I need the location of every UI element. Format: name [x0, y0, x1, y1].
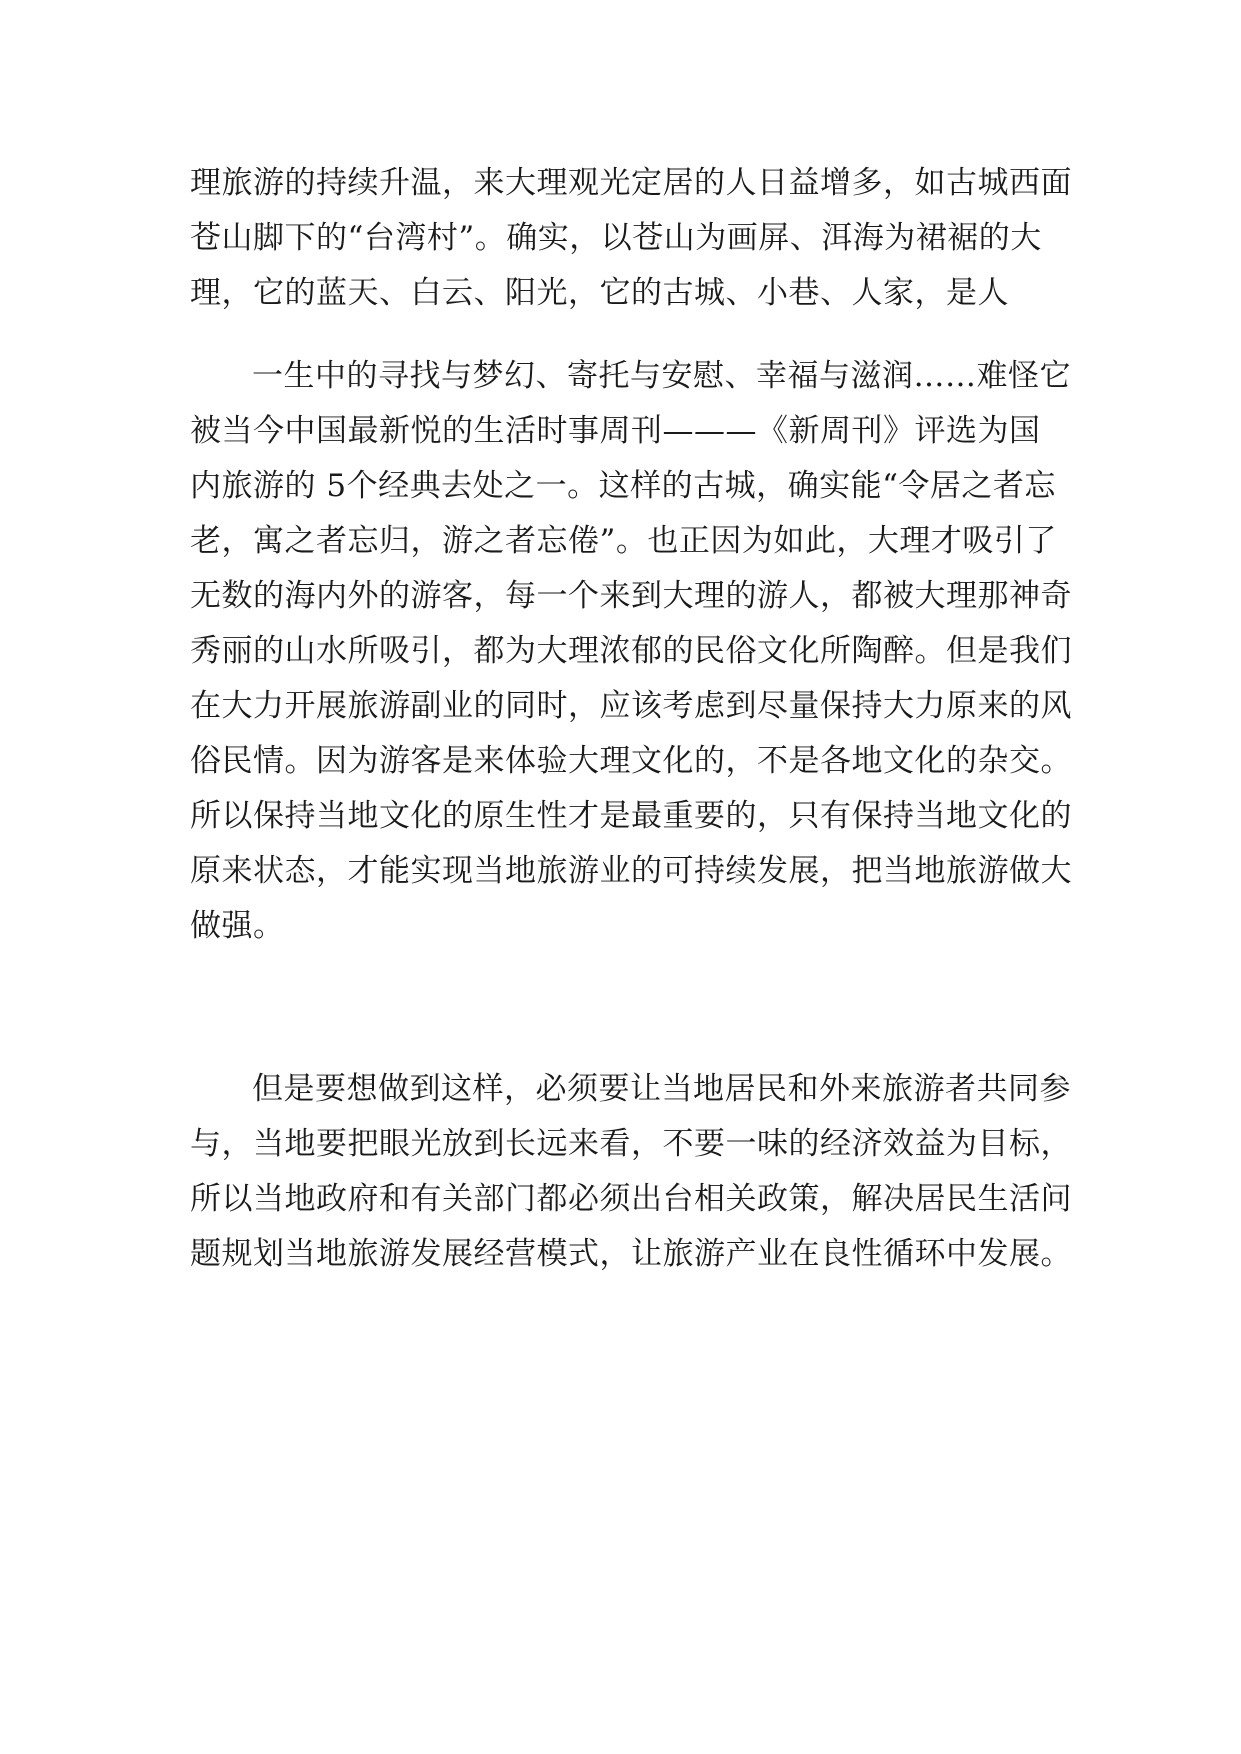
- paragraph-3: [190, 1062, 1072, 1282]
- paragraph-line: 在大力开展旅游副业的同时，应该考虑到尽量保持大力原来的风: [190, 688, 1072, 724]
- paragraph-line: 老，寓之者忘归，游之者忘倦”。也正因为如此，大理才吸引了: [190, 523, 1057, 559]
- paragraph-line: 与，当地要把眼光放到长远来看，不要一味的经济效益为目标，: [190, 1126, 1072, 1162]
- paragraph-line: 理旅游的持续升温，来大理观光定居的人日益增多，如古城西面: [190, 165, 1072, 201]
- paragraph-line: 但是要想做到这样，必须要让当地居民和外来旅游者共同参: [252, 1071, 1071, 1107]
- paragraph-line: 苍山脚下的“台湾村”。确实，以苍山为画屏、洱海为裙裾的大: [190, 220, 1042, 256]
- paragraph-line: 所以保持当地文化的原生性才是最重要的，只有保持当地文化的: [190, 798, 1072, 834]
- paragraph-line: 理，它的蓝天、白云、阳光，它的古城、小巷、人家，是人: [190, 275, 1009, 311]
- paragraph-line: 秀丽的山水所吸引，都为大理浓郁的民俗文化所陶醉。但是我们: [190, 633, 1072, 669]
- paragraph-line: 题规划当地旅游发展经营模式，让旅游产业在良性循环中发展。: [190, 1236, 1072, 1272]
- paragraph-line: 俗民情。因为游客是来体验大理文化的，不是各地文化的杂交。: [190, 743, 1072, 779]
- paragraph-1: [190, 156, 1072, 321]
- paragraph-line: 内旅游的 5个经典去处之一。这样的古城，确实能“令居之者忘: [190, 468, 1056, 504]
- paragraph-line: 所以当地政府和有关部门都必须出台相关政策，解决居民生活问: [190, 1181, 1072, 1217]
- paragraph-2: [190, 349, 1072, 954]
- paragraph-line: 无数的海内外的游客，每一个来到大理的游人，都被大理那神奇: [190, 578, 1072, 614]
- paragraph-line: 原来状态，才能实现当地旅游业的可持续发展，把当地旅游做大: [190, 853, 1072, 889]
- paragraph-line: 被当今中国最新悦的生活时事周刊———《新周刊》评选为国: [190, 413, 1041, 449]
- paragraph-line: 一生中的寻找与梦幻、寄托与安慰、幸福与滋润……难怪它: [252, 358, 1071, 394]
- paragraph-line: 做强。: [190, 908, 285, 944]
